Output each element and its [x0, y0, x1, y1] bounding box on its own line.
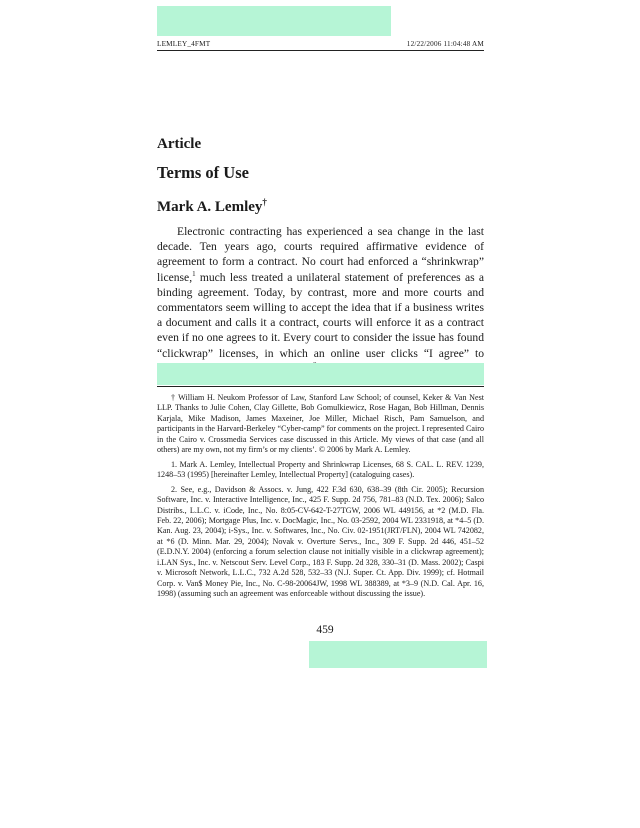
footnote-ref-1: 1	[192, 269, 196, 278]
header-right: 12/22/2006 11:04:48 AM	[406, 40, 484, 48]
article-kicker: Article	[157, 136, 202, 152]
body-text-a: Electronic contracting has experienced a sea change in the last decade. Ten years ago, courts required affirmative evidence of agreement to form a contract. No court had enforced a “shrinkwrap” license,	[157, 225, 484, 284]
footnotes	[157, 393, 484, 604]
header-left: LEMLEY_4FMT	[157, 40, 211, 48]
author-name: Mark A. Lemley	[157, 199, 263, 215]
footnote-1: 1. Mark A. Lemley, Intellectual Property and Shrinkwrap Licenses, 68 S. CAL. L. REV. 1239, 1248–53 (1995) [hereinafter Lemley, Intellectual Property] (cataloguing cases).	[157, 459, 484, 480]
highlight-bar-bottom	[309, 641, 487, 668]
running-header	[157, 40, 484, 48]
highlight-bar-middle	[157, 363, 484, 385]
body-paragraph	[157, 224, 484, 376]
footnote-dagger: † William H. Neukom Professor of Law, Stanford Law School; of counsel, Keker & Van Nest LLP. Thanks to Julie Cohen, Clay Gillette, Bob Gomulkiewicz, Rose Hagan, Bob Hillman, Dennis Karjala, Mike Madison, James Maxeiner, Joe Miller, Michael Risch, Pam Samuelson, and participants in the Harvard-Berkeley “Cyber-camp” for comments on the project. I represented Cairo in the Cairo v. Crossmedia Services case discussed in this Article. My views of that case (and all others) are my own, not my firm’s or my clients’. © 2006 by Mark A. Lemley.	[157, 393, 484, 455]
article-title: Terms of Use	[157, 163, 249, 182]
article-author	[157, 197, 267, 216]
footnote-2: 2. See, e.g., Davidson & Assocs. v. Jung, 422 F.3d 630, 638–39 (8th Cir. 2005); Recursion Software, Inc. v. Interactive Intelligence, Inc., 425 F. Supp. 2d 756, 781–83 (N.D. Tex. 2006); Salco Distribs., L.L.C. v. iCode, Inc., No. 8:05-CV-642-T-27TGW, 2006 WL 449156, at *2 (M.D. Fla. Feb. 22, 2006); Mortgage Plus, Inc. v. DocMagic, Inc., No. 03-2592, 2004 WL 2331918, at *4–5 (D. Kan. Aug. 23, 2004); i-Sys., Inc. v. Softwares, Inc., No. Civ. 02-1951(JRT/FLN), 2004 WL 742082, at *6 (D. Minn. Mar. 29, 2004); Novak v. Overture Servs., Inc., 309 F. Supp. 2d 446, 451–52 (E.D.N.Y. 2004) (enforcing a forum selection clause not initially visible in a clickwrap agreement); i.LAN Sys., Inc. v. Netscout Serv. Level Corp., 183 F. Supp. 2d 328, 330–31 (D. Mass. 2002); Caspi v. Microsoft Network, L.L.C., 732 A.2d 528, 532–33 (N.J. Super. Ct. App. Div. 1999); cf. Hotmail Corp. v. Van$ Money Pie, Inc., No. C-98-20064JW, 1998 WL 388389, at *3–9 (N.D. Cal. Apr. 16, 1998) (assuming such an agreement was enforceable without discussing the issue).	[157, 484, 484, 599]
author-footnote-mark: †	[262, 197, 267, 207]
header-rule	[157, 50, 484, 51]
highlight-bar-top	[157, 6, 391, 36]
body-text-b: much less treated a unilateral statement of preferences as a binding agreement. Today, by contrast, more and more courts and commentators seem willing to accept the idea that if a business writes a document and calls it a contract, courts will enforce it as a contract even if no one agrees to it. Every court to consider the issue has found “clickwrap” licenses, in which an online user clicks “I agree” to	[157, 270, 484, 360]
page-number: 459	[316, 624, 334, 636]
footnote-rule	[157, 386, 484, 387]
